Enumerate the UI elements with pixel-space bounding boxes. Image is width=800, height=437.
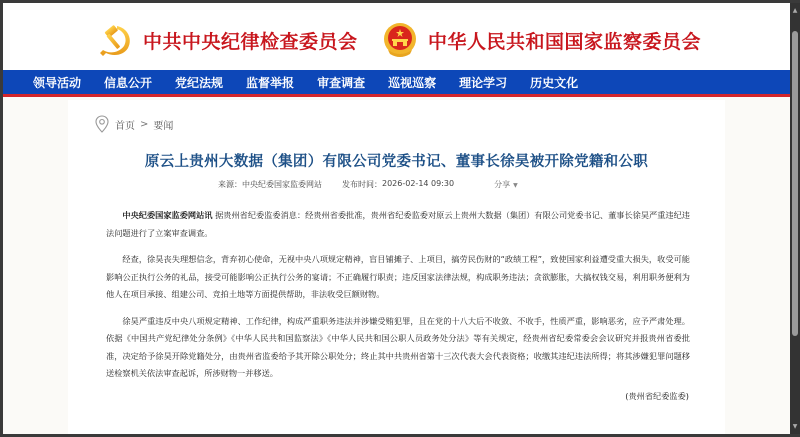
- article-paragraph: 经查，徐昊丧失理想信念，背弃初心使命，无视中央八项规定精神，盲目铺摊子、上项目，搞劳民伤财的“政绩工程”，致使国家利益遭受重大损失，收受可能影响公正执行公务的礼品，接受可能影响公正执行公务的宴请；不正确履行职责；违反国家法律法规，构成职务违法；贪欲膨胀，大搞权钱交易，利用职务便利为他人在项目承接、组建公司、竞拍土地等方面提供帮助，非法收受巨额财物。: [106, 254, 690, 299]
- browser-viewport: [3, 3, 790, 434]
- chevron-down-icon: ▼: [513, 182, 518, 189]
- party-emblem-icon: [95, 20, 135, 60]
- nav-item-leadership-activities[interactable]: 领导活动: [33, 75, 82, 90]
- publish-time-label: 发布时间：: [342, 180, 382, 189]
- ccdi-logo-link[interactable]: [95, 20, 358, 60]
- nav-item-inspection-tours[interactable]: 巡视巡察: [388, 75, 437, 90]
- article-source: 来源：中央纪委国家监委网站: [218, 180, 322, 189]
- scroll-down-icon[interactable]: ▼: [792, 423, 798, 430]
- breadcrumb-news-link[interactable]: 要闻: [153, 120, 174, 132]
- breadcrumb: [95, 115, 173, 133]
- nav-item-review-investigation[interactable]: 审查调查: [317, 75, 366, 90]
- main-nav: [3, 70, 790, 97]
- article-paragraph: 中央纪委国家监委网站讯 据贵州省纪委监委消息：经贵州省委批准，贵州省纪委监委对原云上贵州大数据（集团）有限公司党委书记、董事长徐昊严重违纪违法问题进行了立案审查调查。: [106, 210, 690, 238]
- publish-time: 2026-02-14 09:30: [382, 179, 455, 188]
- nsc-name: 中华人民共和国国家监察委员会: [428, 30, 702, 53]
- article-title: 原云上贵州大数据（集团）有限公司党委书记、董事长徐昊被开除党籍和公职: [144, 154, 649, 170]
- nav-item-party-regulations[interactable]: 党纪法规: [175, 75, 224, 90]
- ccdi-name: 中共中央纪律检查委员会: [143, 30, 358, 53]
- vertical-scrollbar[interactable]: [790, 3, 800, 434]
- scroll-up-icon[interactable]: ▲: [792, 7, 798, 14]
- share-label: 分享: [494, 180, 511, 189]
- article-body: [106, 207, 690, 392]
- nav-item-history-culture[interactable]: 历史文化: [530, 75, 579, 90]
- article-sign-off: (贵州省纪委监委): [625, 391, 689, 401]
- nav-item-theory-study[interactable]: 理论学习: [459, 75, 508, 90]
- article-paragraph: 徐昊严重违反中央八项规定精神、工作纪律，构成严重职务违法并涉嫌受贿犯罪，且在党的十八大后不收敛、不收手，性质严重，影响恶劣，应予严肃处理。依据《中国共产党纪律处分条例》《中华人民共和国监察法》《中华人民共和国公职人员政务处分法》等有关规定，经贵州省纪委常委会会议研究并报贵州省委批准，决定给予徐昊开除党籍处分，由贵州省监委给予其开除公职处分；终止其中共贵州省第十三次代表大会代表资格；收缴其违纪违法所得；将其涉嫌犯罪问题移送检察机关依法审查起诉，所涉财物一并移送。: [106, 315, 690, 378]
- article-meta: [218, 179, 518, 190]
- breadcrumb-home-link[interactable]: 首页: [115, 120, 135, 132]
- share-button[interactable]: [494, 179, 518, 190]
- location-pin-icon: [95, 115, 109, 133]
- site-header: [3, 3, 790, 70]
- breadcrumb-separator: >: [140, 118, 149, 130]
- nav-item-supervision-reporting[interactable]: 监督举报: [246, 75, 295, 90]
- nsc-logo-link[interactable]: [380, 20, 701, 60]
- scrollbar-thumb[interactable]: [792, 31, 798, 336]
- article-lead: 中央纪委国家监委网站讯: [122, 210, 213, 220]
- national-emblem-icon: [380, 20, 420, 60]
- nav-item-information-disclosure[interactable]: 信息公开: [104, 75, 153, 90]
- article-container: [68, 100, 725, 434]
